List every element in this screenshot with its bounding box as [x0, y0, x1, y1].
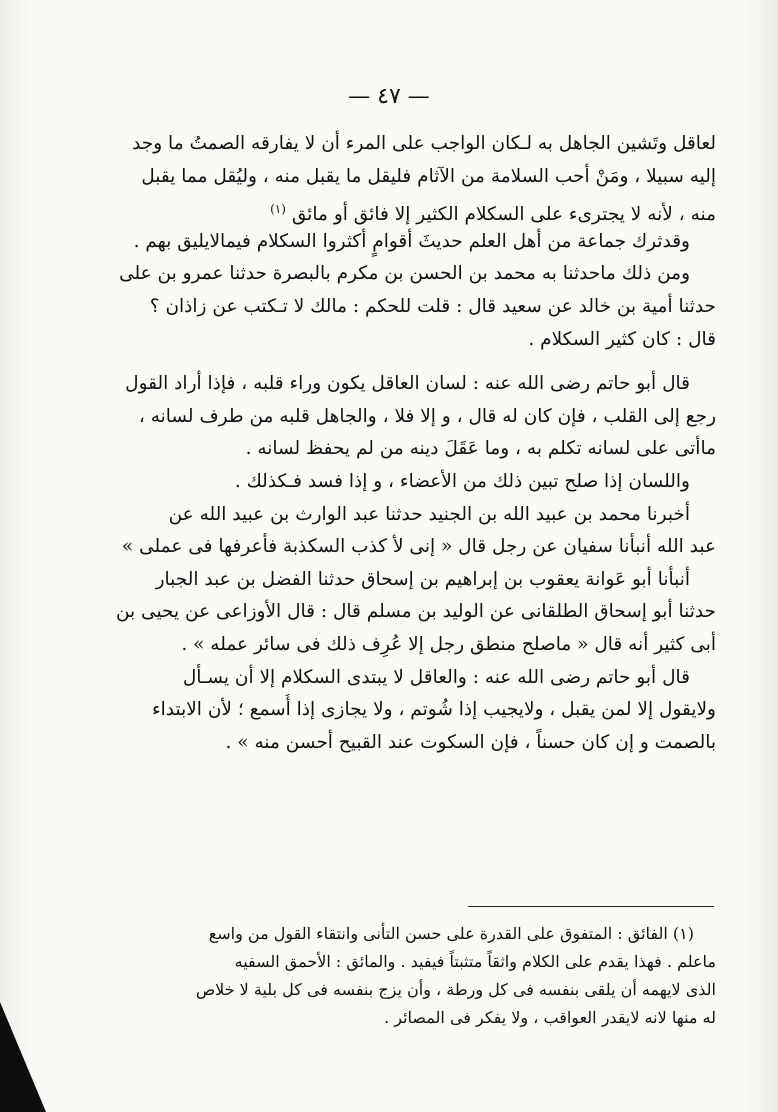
text-line: ماأتى على لسانه تكلم به ، وما عَقَلَ دينه من لم يحفظ لسانه . [245, 438, 716, 460]
text-line: أنبأنا أبو عَوانة يعقوب بن إبراهيم بن إسحاق حدثنا الفضل بن عبد الجبار [155, 568, 690, 590]
page-edge-shadow-left [0, 0, 30, 1112]
footnote-line: (١) الفائق : المتفوق على القدرة على حسن التأنى وانتقاء القول من واسع [208, 924, 694, 943]
footnote-reference: (١) [270, 202, 286, 217]
text-line: قال : كان كثير السكلام . [528, 328, 716, 350]
text-line [64, 193, 716, 226]
text-line: حدثنا أبو إسحاق الطلقانى عن الوليد بن مسلم قال : قال الأوزاعى عن يحيى بن [115, 601, 716, 623]
text-line: رجع إلى القلب ، فإن كان له قال ، و إلا فلا ، والجاهل قلبه من طرف لسانه ، [138, 405, 716, 427]
text-line-content: منه ، لأنه لا يجترىء على السكلام الكثير إلا فائق أو مائق [291, 204, 716, 226]
text-line: لعاقل وتَشين الجاهل به لـكان الواجب على المرء أن لا يفارقه الصمتُ ما وجد [132, 133, 716, 154]
text-line: إليه سبيلا ، ومَنْ أحب السلامة من الآثام فليقل ما يقبل منه ، وليُقل مما يقبل [141, 165, 716, 187]
text-line: أبى كثير أنه قال « ماصلح منطق رجل إلا عُرِف ذلك فى سائر عمله » . [181, 633, 716, 655]
scan-corner-shadow [0, 1002, 46, 1112]
footnotes [64, 920, 716, 1032]
text-line: أخبرنا محمد بن عبيد الله بن الجنيد حدثنا عبد الوارث بن عبيد الله عن [168, 503, 690, 525]
footnote-divider [468, 906, 714, 907]
main-text [64, 128, 716, 759]
text-line: حدثنا أمية بن خالد عن سعيد قال : قلت للحكم : مالك لا تـكتب عن زاذان ؟ [149, 295, 716, 317]
footnote-line: له منها لانه لايقدر العواقب ، ولا يفكر فى المصائر . [384, 1008, 716, 1027]
text-line: وقدثرك جماعة من أهل العلم حديثَ أقوامٍ أكثروا السكلام فيمالايليق بهم . [133, 230, 690, 252]
text-line: ولايقول إلا لمن يقبل ، ولايجيب إذا شُوتم ، ولا يجازى إذا أُسمع ؛ لأن الابتداء [151, 699, 716, 721]
text-line: واللسان إذا صلح تبين ذلك من الأعضاء ، و إذا فسد فـكذلك . [234, 470, 690, 492]
footnote-line: ماعلم . فهذا يقدم على الكلام واثقاً متثبتاً فيفيد . والمائق : الأحمق السفيه [234, 952, 716, 971]
page-number: — ٤٧ — [348, 84, 430, 109]
text-line: ومن ذلك ماحدثنا به محمد بن الحسن بن مكرم بالبصرة حدثنا عمرو بن على [119, 263, 690, 285]
text-line: قال أبو حاتم رضى الله عنه : والعاقل لا يبتدى السكلام إلا أن يسـأل [182, 666, 690, 688]
page-edge-shadow-right [740, 0, 778, 1112]
footnote-line: الذى لايهمه أن يلقى بنفسه فى كل ورطة ، وأن يزج بنفسه فى كل بلية لا خلاص [195, 980, 716, 999]
text-line: بالصمت و إن كان حسناً ، فإن السكوت عند القبيح أحسن منه » . [225, 731, 716, 753]
text-line: عبد الله أنبأنا سفيان عن رجل قال « إنى لأ كذب السكذبة فأعرفها فى عملى » [121, 536, 716, 558]
text-line: قال أبو حاتم رضى الله عنه : لسان العاقل يكون وراء قلبه ، فإذا أراد القول [125, 373, 690, 395]
